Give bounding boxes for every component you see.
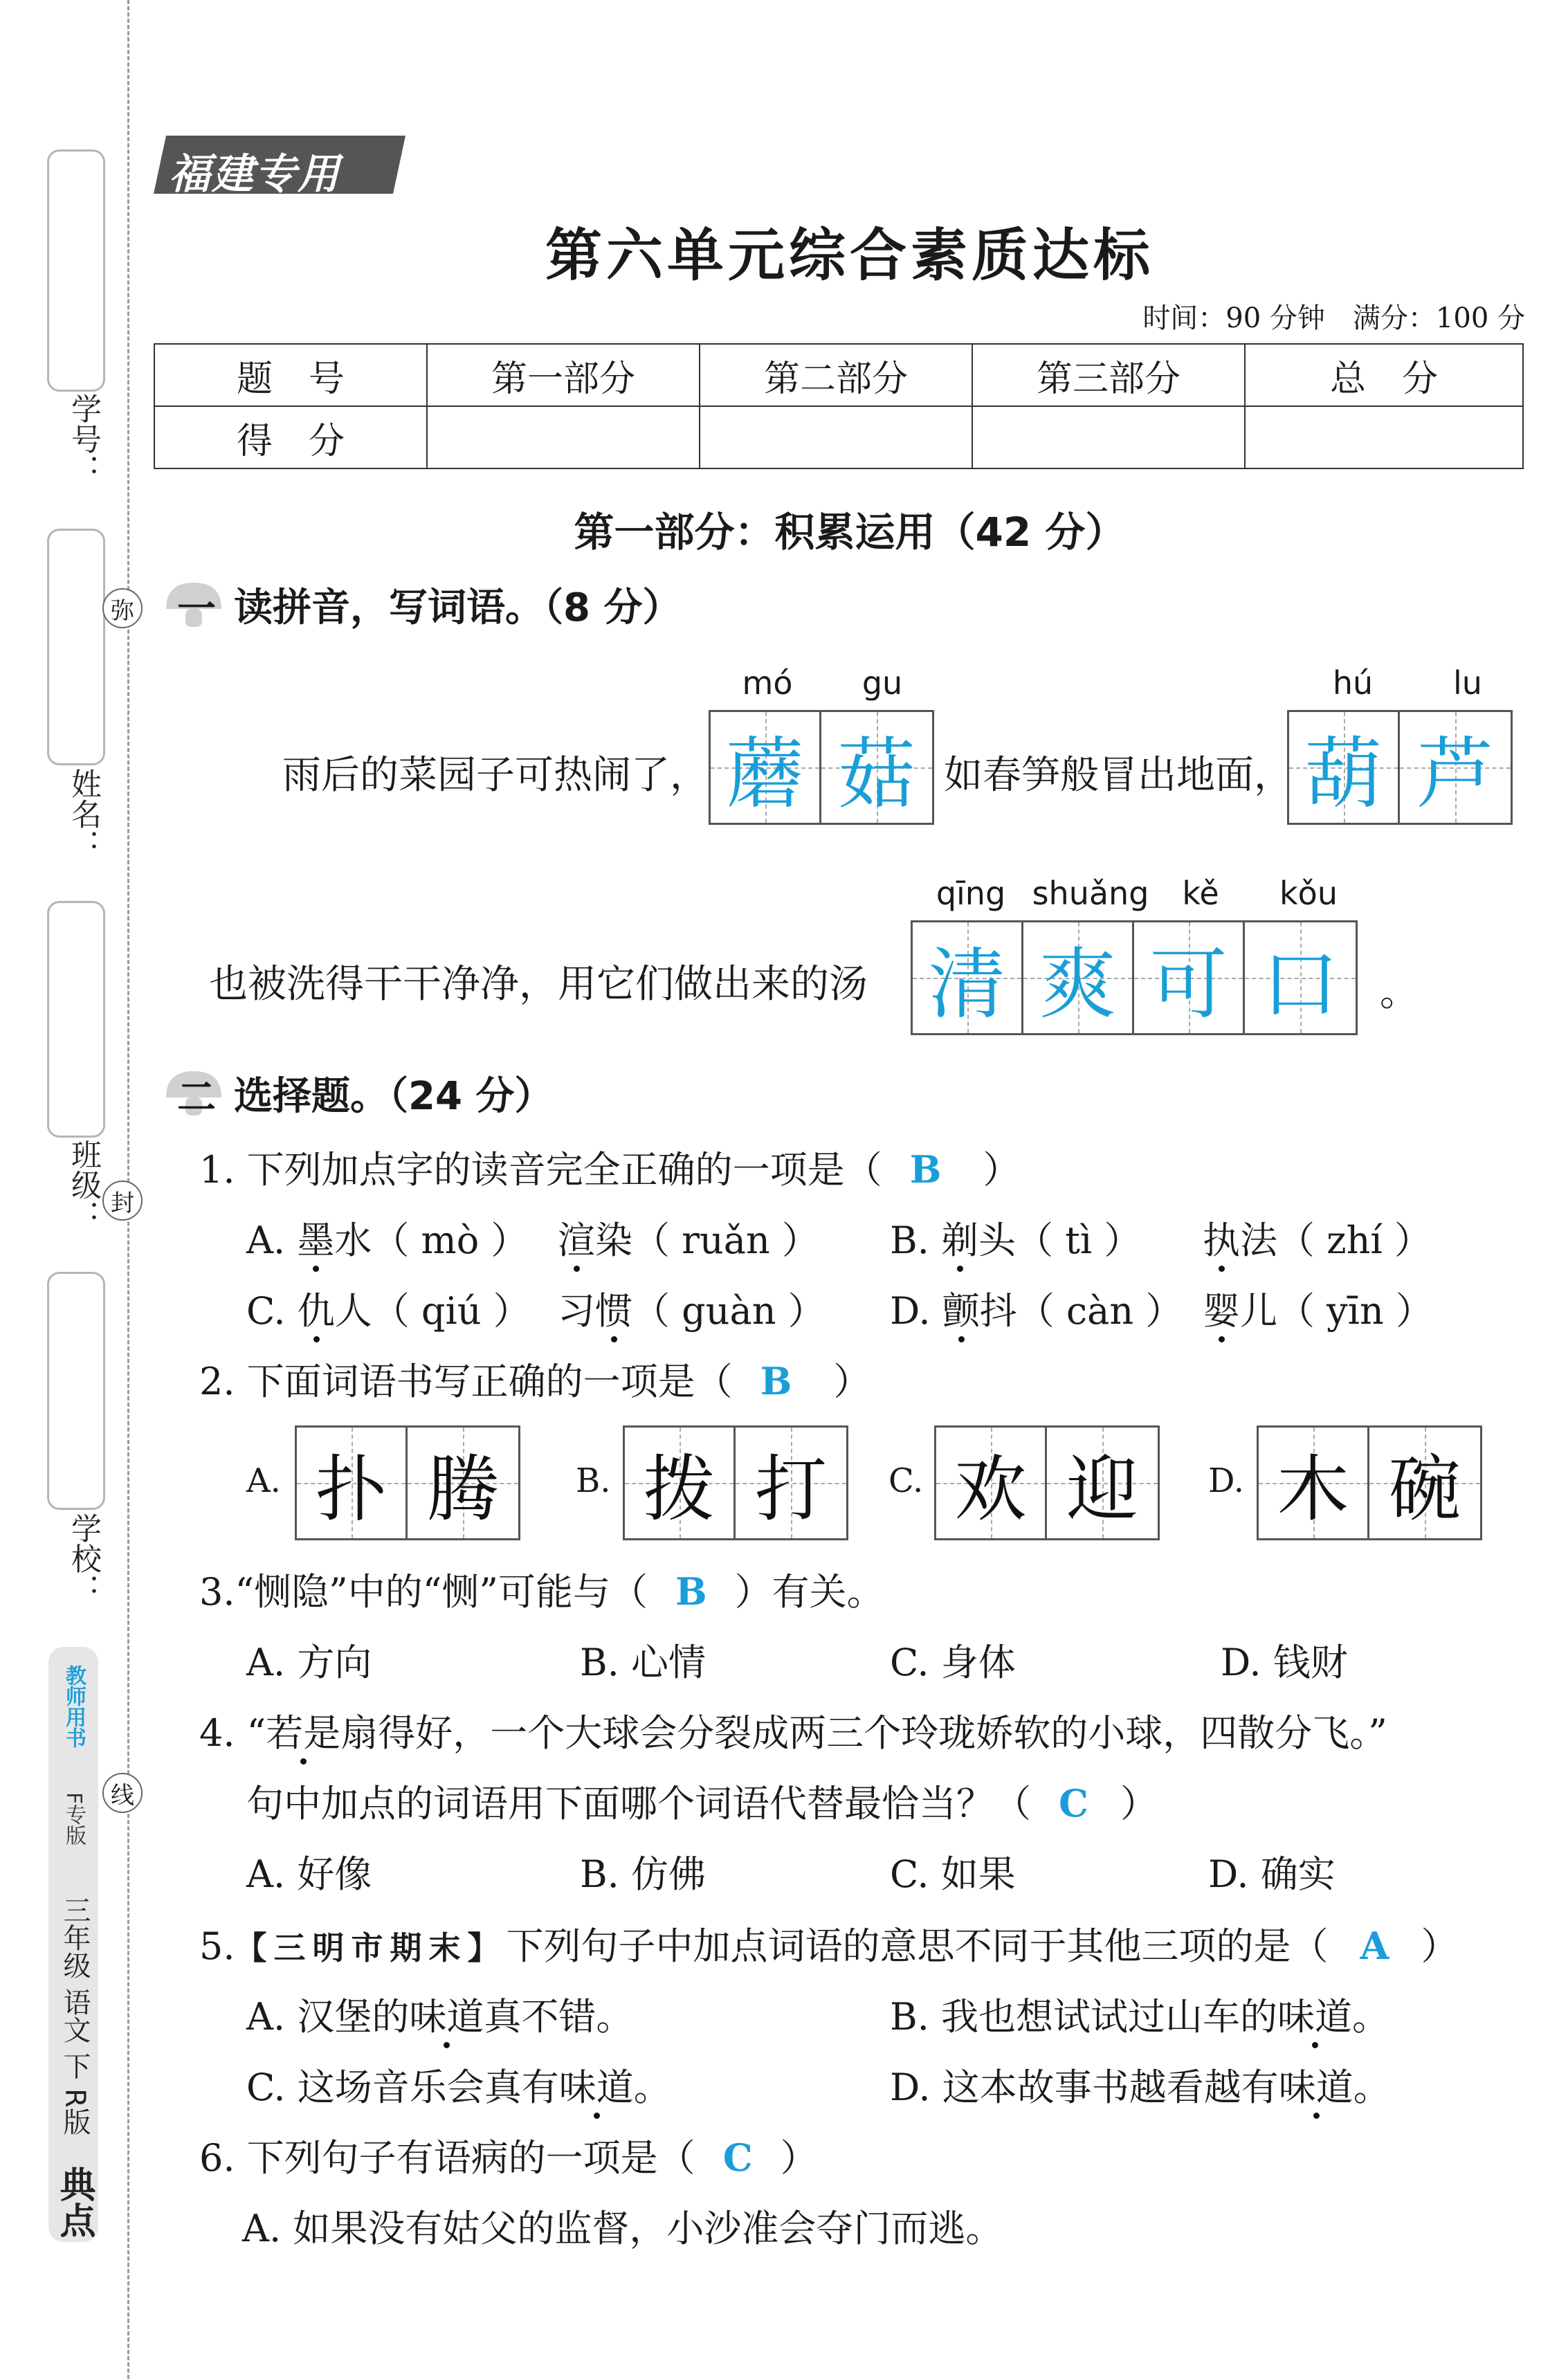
item1-option-a2: 渲染（ ruǎn ） (558, 1219, 819, 1262)
item4-option-b: B. 仿佛 (580, 1852, 706, 1896)
answer-grid-qingshuangkekou (911, 920, 1358, 1035)
char-cell: 欢 (936, 1428, 1047, 1538)
q1-heading (161, 577, 681, 632)
mushroom-marker-icon (161, 1067, 227, 1120)
answer-cell: 爽 (1023, 922, 1134, 1033)
name-box[interactable] (47, 529, 105, 765)
cut-mark-mi: 弥 (102, 588, 143, 628)
item2-option-d-letter: D. (1208, 1461, 1245, 1500)
item4-option-c: C. 如果 (890, 1852, 1016, 1896)
score-cell-total[interactable] (1245, 406, 1523, 468)
item4-stem-line2: 句中加点的词语用下面哪个词语代替最恰当？（ C ） (246, 1781, 1158, 1825)
pinyin-kou: kǒu (1279, 875, 1338, 912)
pinyin-qing: qīng (936, 875, 1006, 912)
q1-sentence-b: 如春笋般冒出地面， (944, 753, 1293, 798)
item4-option-d: D. 确实 (1208, 1852, 1335, 1896)
item2-option-c-grid (934, 1425, 1160, 1540)
item5-option-a: A. 汉堡的味道真不错。 (246, 1995, 634, 2039)
book-edition: F专版 (62, 1792, 86, 1846)
answer-cell: 清 (913, 922, 1023, 1033)
item1-option-d2: 婴儿（ yīn ） (1203, 1289, 1433, 1333)
item5-source: 【三明市期末】 (235, 1929, 507, 1967)
school-label: 学校： (66, 1513, 101, 1604)
part1-title: 第一部分：积累运用（42 分） (574, 509, 1126, 556)
binding-margin (0, 0, 134, 2379)
item6-answer: C (722, 2135, 753, 2180)
q1-heading-text: 读拼音，写词语。（8 分） (234, 585, 682, 630)
score-table-header-row (154, 344, 1523, 406)
score-col-part1: 第一部分 (427, 344, 700, 406)
score-table-score-row (154, 406, 1523, 468)
region-tag (154, 136, 405, 199)
region-tag-text: 福建专用 (169, 150, 340, 199)
item2-stem: 2. 下面词语书写正确的一项是（ B ） (199, 1359, 871, 1403)
score-col-total: 总 分 (1245, 344, 1523, 406)
item1-option-b2: 执法（ zhí ） (1203, 1219, 1432, 1262)
pinyin-shuang: shuǎng (1032, 875, 1149, 912)
char-cell: 碗 (1369, 1428, 1480, 1538)
answer-grid-hulu (1287, 710, 1513, 825)
item1-option-a1: A. 墨水（ mò ） (246, 1219, 529, 1262)
item3-answer: B (675, 1569, 707, 1614)
answer-cell: 芦 (1400, 712, 1511, 823)
item5-option-d: D. 这本故事书越看越有味道。 (890, 2066, 1391, 2109)
pinyin-gu: gu (862, 664, 903, 702)
item2-answer: B (760, 1359, 792, 1403)
item1-option-b1: B. 剃头（ tì ） (890, 1219, 1142, 1262)
char-cell: 拨 (625, 1428, 736, 1538)
student-number-label: 学号： (66, 393, 101, 484)
score-col-part3: 第三部分 (972, 344, 1245, 406)
item1-stem: 1. 下列加点字的读音完全正确的一项是（ B ） (199, 1147, 1021, 1192)
item4-answer: C (1059, 1781, 1088, 1825)
cut-mark-feng: 封 (102, 1181, 143, 1221)
score-col-part2: 第二部分 (700, 344, 972, 406)
school-box[interactable] (47, 1272, 105, 1510)
item5-option-c: C. 这场音乐会真有味道。 (246, 2066, 671, 2109)
q1-marker: 一 (177, 587, 216, 632)
char-cell: 腾 (408, 1428, 518, 1538)
item1-option-c2: 习惯（ guàn ） (558, 1289, 826, 1333)
pinyin-lu: lu (1453, 664, 1482, 702)
item2-option-b-grid (623, 1425, 848, 1540)
brand-logo: 典点 (53, 2166, 95, 2238)
pinyin-ke: kě (1182, 875, 1219, 912)
item4-stem-line1: 4. “若是扇得好，一个大球会分裂成两三个玲珑娇软的小球，四散分飞。” (199, 1711, 1387, 1755)
item2-option-c-letter: C. (888, 1461, 924, 1500)
q2-heading (161, 1066, 553, 1121)
q1-sentence-end: 。 (1380, 970, 1419, 1015)
q1-sentence-a: 雨后的菜园子可热闹了， (282, 753, 709, 798)
score-cell-part1[interactable] (427, 406, 700, 468)
page-title: 第六单元综合素质达标 (545, 222, 1154, 289)
score-table (154, 343, 1524, 469)
item3-option-b: B. 心情 (580, 1641, 706, 1684)
item3-option-a: A. 方向 (246, 1641, 372, 1684)
answer-cell: 蘑 (711, 712, 821, 823)
char-cell: 木 (1259, 1428, 1369, 1538)
item5-option-b: B. 我也想试试过山车的味道。 (890, 1995, 1390, 2039)
book-label (48, 1647, 98, 2242)
pinyin-mo: mó (742, 664, 793, 702)
pinyin-hu: hú (1332, 664, 1374, 702)
score-col-label: 题 号 (154, 344, 427, 406)
item1-option-d1: D. 颤抖（ càn ） (890, 1289, 1183, 1333)
item3-stem: 3.“恻隐”中的“恻”可能与（ B ）有关。 (199, 1569, 884, 1614)
class-label: 班级： (66, 1139, 101, 1230)
book-series: 三年级 语文 下 R版 (59, 1896, 91, 2135)
item2-option-a-letter: A. (246, 1461, 281, 1500)
item2-option-a-grid (295, 1425, 520, 1540)
q2-heading-text: 选择题。（24 分） (234, 1074, 554, 1119)
item4-option-a: A. 好像 (246, 1852, 372, 1896)
cut-mark-xian: 线 (102, 1773, 143, 1813)
score-row-label: 得 分 (154, 406, 427, 468)
q2-marker: 二 (177, 1075, 216, 1120)
char-cell: 打 (736, 1428, 846, 1538)
score-cell-part2[interactable] (700, 406, 972, 468)
name-label: 姓名： (66, 768, 101, 859)
item1-answer: B (909, 1147, 942, 1192)
item4-dotted-word: 若是 (266, 1711, 341, 1755)
answer-cell: 可 (1134, 922, 1245, 1033)
char-cell: 迎 (1047, 1428, 1158, 1538)
item5-answer: A (1360, 1924, 1389, 1968)
item2-option-b-letter: B. (576, 1461, 611, 1500)
char-cell: 扑 (297, 1428, 408, 1538)
item6-stem: 6. 下列句子有语病的一项是（ C ） (199, 2135, 818, 2180)
item3-option-d: D. 钱财 (1221, 1641, 1348, 1684)
item5-stem: 5.【三明市期末】下列句子中加点词语的意思不同于其他三项的是（ A ） (199, 1924, 1459, 1968)
item2-option-d-grid (1257, 1425, 1482, 1540)
score-cell-part3[interactable] (972, 406, 1245, 468)
q1-sentence-c: 也被洗得干干净净，用它们做出来的汤 (209, 962, 868, 1007)
item6-option-a: A. 如果没有姑父的监督，小沙准会夺门而逃。 (242, 2207, 1003, 2250)
mushroom-marker-icon (161, 578, 227, 631)
book-usage: 教师用书 (62, 1665, 86, 1748)
answer-cell: 口 (1245, 922, 1356, 1033)
item1-option-c1: C. 仇人（ qiú ） (246, 1289, 531, 1333)
answer-cell: 葫 (1289, 712, 1400, 823)
answer-cell: 菇 (821, 712, 932, 823)
class-box[interactable] (47, 901, 105, 1138)
item3-option-c: C. 身体 (890, 1641, 1016, 1684)
answer-grid-mogu (709, 710, 934, 825)
exam-info: 时间：90 分钟 满分：100 分 (1142, 302, 1525, 334)
